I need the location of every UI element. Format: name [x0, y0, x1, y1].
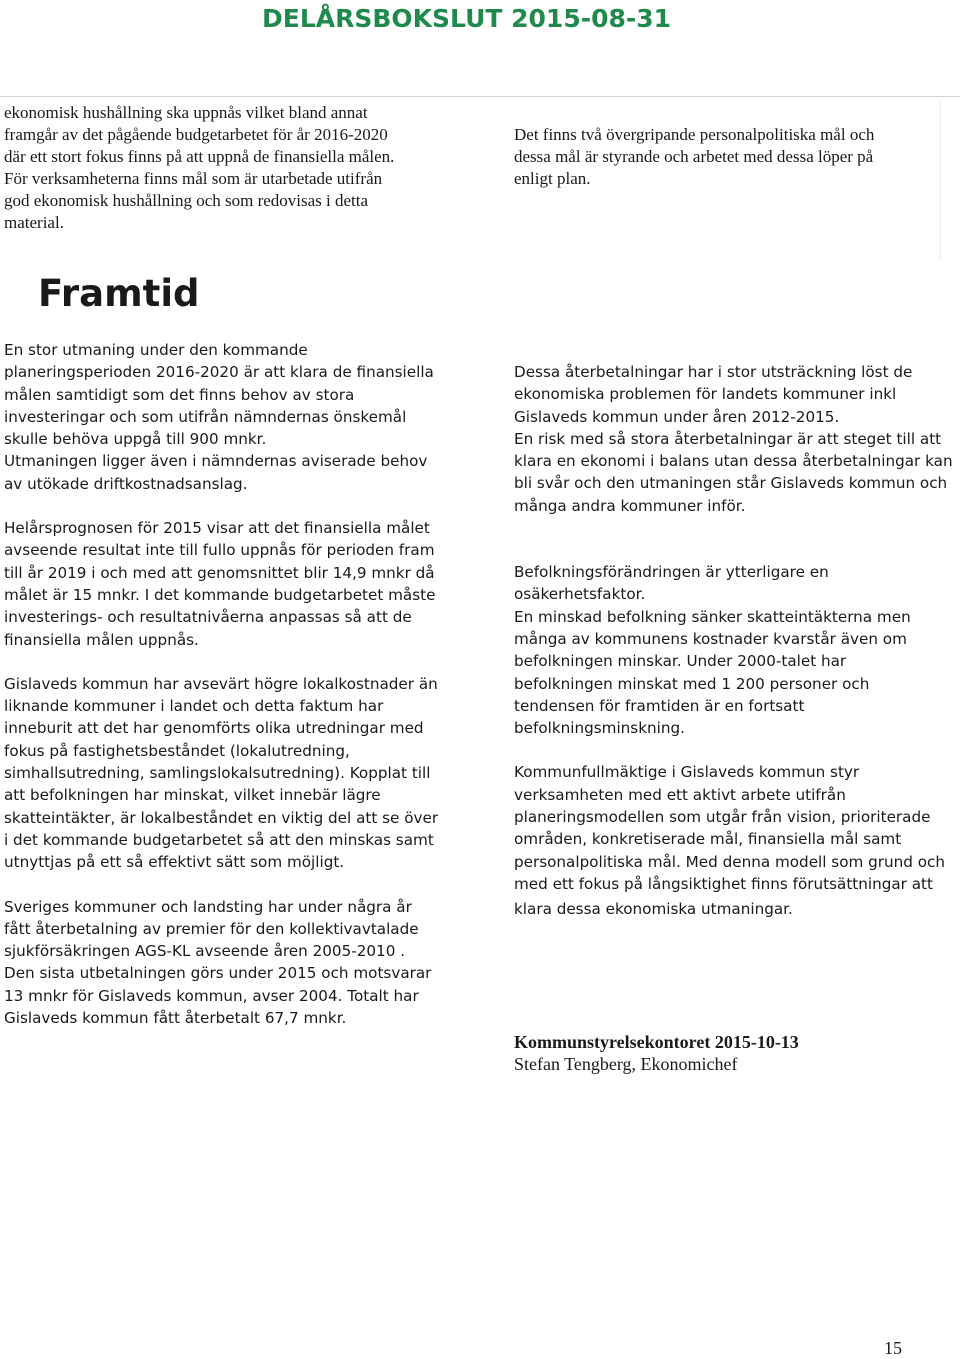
- text-line: Gislaveds kommun under åren 2012-2015.: [514, 407, 840, 426]
- text-line: planeringsmodellen som utgår från vision, prioriterade: [514, 808, 931, 827]
- text-line: Dessa återbetalningar har i stor utsträckning löst de: [514, 363, 913, 381]
- text-line: bli svår och den utmaningen står Gislaveds kommun och: [514, 474, 948, 493]
- paragraph: [4, 673, 464, 874]
- text-line: befolkningen minskar. Under 2000-talet har: [514, 652, 847, 671]
- paragraph-gap: [4, 651, 464, 673]
- signature-office: Kommunstyrelsekontoret 2015-10-13: [514, 1032, 799, 1052]
- text-line: ekonomisk hushållning ska uppnås vilket bland annat: [4, 103, 368, 122]
- text-line: inneburit att det har genomförts olika utredningar med: [4, 719, 424, 738]
- document-header-title: DELÅRSBOKSLUT 2015-08-31: [262, 4, 672, 33]
- text-line: verksamheten med ett aktivt arbete utifrån: [514, 785, 846, 804]
- text-line: befolkningen minskat med 1 200 personer och: [514, 674, 870, 693]
- text-line: Utmaningen ligger även i nämndernas aviserade behov: [4, 452, 428, 471]
- text-line: Helårsprognosen för 2015 visar att det finansiella målet: [4, 519, 430, 538]
- text-line: För verksamheterna finns mål som är utarbetade utifrån: [4, 169, 383, 188]
- text-line: Det finns två övergripande personalpolitiska mål och: [514, 125, 875, 144]
- text-line: där ett stort fokus finns på att uppnå de finansiella målen.: [4, 147, 395, 166]
- text-line: skatteintäkter, är lokalbeståndet en viktig del att se över: [4, 808, 439, 827]
- paragraph: [514, 361, 954, 517]
- text-line: klara dessa ekonomiska utmaningar.: [514, 900, 793, 919]
- text-line: ekonomiska problemen för landets kommuner inkl: [514, 385, 897, 404]
- text-line: investerings- och resultatnivåerna anpassas så att de: [4, 608, 412, 627]
- text-line: många andra kommuner inför.: [514, 496, 746, 515]
- paragraph: [4, 339, 464, 495]
- text-line: material.: [4, 213, 64, 232]
- frame-edge: [940, 100, 959, 260]
- text-line: av utökade driftkostnadsanslag.: [4, 474, 248, 493]
- paragraph-gap: [514, 739, 954, 761]
- section-heading: Framtid: [38, 272, 200, 315]
- text-line: Befolkningsförändringen är ytterligare en: [514, 563, 829, 582]
- text-line: fokus på fastighetsbeståndet (lokalutredning,: [4, 741, 350, 760]
- text-line: klara en ekonomi i balans utan dessa återbetalningar kan: [514, 452, 953, 471]
- text-line: En minskad befolkning sänker skatteintäkterna men: [514, 607, 911, 626]
- intro-right-paragraph: [514, 124, 934, 190]
- text-line: många av kommunens kostnader kvarstår även om: [514, 629, 907, 648]
- text-line: osäkerhetsfaktor.: [514, 585, 646, 604]
- text-line: avseende resultat inte till fullo uppnås för perioden fram: [4, 541, 435, 560]
- text-line: tendensen för framtiden är en fortsatt: [514, 696, 805, 715]
- paragraph-gap: [514, 517, 954, 561]
- text-line: investeringar och som utifrån nämndernas önskemål: [4, 407, 407, 426]
- text-line: liknande kommuner i landet och detta faktum har: [4, 697, 384, 716]
- text-line: att befolkningen har minskat, vilket innebär lägre: [4, 786, 381, 805]
- paragraph-gap: [4, 874, 464, 896]
- text-line: målen samtidigt som det finns behov av stora: [4, 385, 355, 404]
- right-column: [514, 361, 954, 921]
- intro-left-paragraph: [4, 102, 454, 234]
- paragraph: [514, 561, 954, 739]
- text-line: områden, konkretiserade mål, finansiella mål samt: [514, 830, 902, 849]
- text-line: med ett fokus på långsiktighet finns förutsättningar att: [514, 874, 933, 893]
- text-line: Den sista utbetalningen görs under 2015 och motsvarar: [4, 964, 432, 983]
- text-line: simhallsutredning, samlingslokalsutredning). Kopplat till: [4, 764, 431, 783]
- text-line: målet är 15 mnkr. I det kommande budgetarbetet måste: [4, 585, 436, 604]
- signature-name: Stefan Tengberg, Ekonomichef: [514, 1054, 738, 1074]
- text-line: utnyttjas på ett så effektivt sätt som möjligt.: [4, 853, 345, 872]
- paragraph-gap: [4, 495, 464, 517]
- text-line: dessa mål är styrande och arbetet med dessa löper på: [514, 147, 874, 166]
- paragraph: [514, 761, 954, 920]
- text-line: god ekonomisk hushållning och som redovisas i detta: [4, 191, 369, 210]
- text-line: skulle behöva uppgå till 900 mnkr.: [4, 430, 267, 449]
- text-line: fått återbetalning av premier för den kollektivavtalade: [4, 919, 419, 938]
- text-line: Gislaveds kommun har avsevärt högre lokalkostnader än: [4, 674, 438, 693]
- paragraph: [4, 517, 464, 651]
- text-line: planeringsperioden 2016-2020 är att klara de finansiella: [4, 363, 434, 382]
- text-line: Gislaveds kommun fått återbetalt 67,7 mnkr.: [4, 1009, 347, 1028]
- page-number: 15: [884, 1338, 902, 1358]
- text-line: till år 2019 i och med att genomsnittet blir 14,9 mnkr då: [4, 563, 435, 582]
- text-line: sjukförsäkringen AGS-KL avseende åren 2005-2010 .: [4, 942, 406, 961]
- text-line: personalpolitiska mål. Med denna modell som grund och: [514, 852, 946, 871]
- header-divider: [0, 96, 960, 97]
- text-line: befolkningsminskning.: [514, 719, 685, 738]
- text-line: framgår av det pågående budgetarbetet för år 2016-2020: [4, 125, 388, 144]
- text-line: Kommunfullmäktige i Gislaveds kommun styr: [514, 763, 860, 782]
- text-line: 13 mnkr för Gislaveds kommun, avser 2004. Totalt har: [4, 986, 419, 1005]
- text-line: i det kommande budgetarbetet så att den minskas samt: [4, 830, 434, 849]
- text-line: En stor utmaning under den kommande: [4, 341, 308, 359]
- text-line: enligt plan.: [514, 169, 591, 188]
- paragraph: [4, 896, 464, 1030]
- text-line: En risk med så stora återbetalningar är att steget till att: [514, 429, 942, 448]
- left-column: [4, 339, 464, 1029]
- text-line: finansiella målen uppnås.: [4, 630, 199, 649]
- text-line: Sveriges kommuner och landsting har under några år: [4, 897, 412, 916]
